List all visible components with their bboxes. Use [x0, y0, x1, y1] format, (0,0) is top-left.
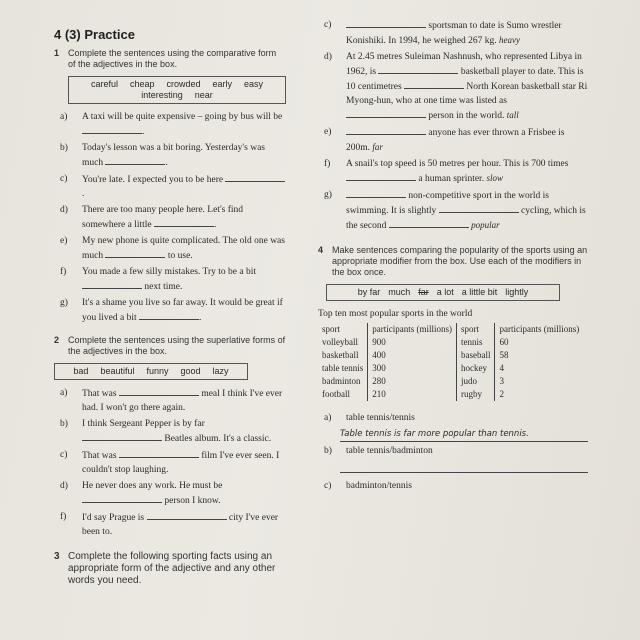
item-text: .	[142, 127, 145, 137]
table-cell: 280	[368, 375, 457, 388]
table-cell: 210	[368, 388, 457, 401]
modifier-word: lightly	[505, 287, 529, 297]
item-text: I think Sergeant Pepper is by far	[82, 419, 205, 429]
box-word: near	[194, 90, 213, 100]
item-letter: e)	[324, 127, 332, 137]
table-cell: rugby	[456, 388, 495, 401]
answer-blank[interactable]	[404, 79, 464, 89]
exercise-item	[54, 234, 286, 263]
answer-blank[interactable]	[346, 188, 406, 198]
answer-blank[interactable]	[139, 310, 199, 320]
item-text: a human sprinter.	[418, 174, 485, 184]
exercise-4-instruction	[318, 245, 588, 278]
item-letter: d)	[60, 205, 68, 215]
exercise-4-answers	[318, 411, 588, 493]
item-text: At 2.45 metres Suleiman Nashnush, who represented Libya in 1962, is	[346, 52, 582, 77]
table-cell: hockey	[456, 362, 495, 375]
exercise-item	[318, 411, 588, 425]
item-letter: a)	[60, 388, 68, 398]
hint-word: heavy	[499, 35, 521, 45]
table-cell: basketball	[318, 349, 368, 362]
item-letter: c)	[60, 450, 68, 460]
item-letter: f)	[60, 267, 67, 277]
item-text: next time.	[144, 282, 183, 292]
box-word: beautiful	[100, 366, 135, 376]
instruction-text: Complete the following sporting facts using an appropriate form of the adjective and any other words you need.	[68, 551, 276, 586]
box-word: careful	[90, 79, 118, 89]
box-word: bad	[73, 366, 89, 376]
answer-blank[interactable]	[119, 386, 199, 396]
modifier-word-crossed: far	[418, 287, 429, 297]
item-letter: b)	[60, 419, 68, 429]
answer-blank[interactable]	[389, 218, 469, 228]
item-text: You're late. I expected you to be here	[82, 175, 224, 185]
exercise-item	[54, 448, 286, 477]
item-text: .	[214, 220, 217, 230]
box-word: crowded	[166, 79, 201, 89]
exercise-item	[318, 188, 588, 233]
exercise-1-instruction	[54, 48, 286, 70]
item-text: You made a few silly mistakes. Try to be a bit	[82, 267, 256, 277]
answer-blank[interactable]	[346, 125, 426, 135]
table-cell: 60	[499, 337, 509, 347]
hint-word: slow	[486, 173, 503, 183]
table-header: participants (millions)	[368, 323, 457, 336]
table-row	[318, 362, 583, 375]
item-letter: b)	[60, 143, 68, 153]
exercise-item	[318, 157, 588, 186]
exercise-1-items	[54, 110, 286, 325]
item-letter: f)	[60, 512, 67, 522]
modifier-word: a lot	[436, 287, 454, 297]
table-row	[318, 349, 583, 362]
exercise-item	[318, 479, 588, 493]
item-letter: a)	[60, 112, 68, 122]
item-text: It's a shame you live so far away. It would be great if you lived a bit	[82, 298, 283, 323]
item-text: North Korean basketball star Ri Myong-hun, who at one time was listed as	[346, 82, 588, 106]
left-column	[54, 28, 286, 587]
item-text: sportsman to date is Sumo wrestler Konishiki. In 1994, he weighed 267 kg.	[346, 21, 562, 46]
exercise-item	[318, 50, 588, 123]
table-cell: volleyball	[318, 336, 368, 349]
item-letter: g)	[60, 298, 68, 308]
item-letter: d)	[60, 481, 68, 491]
hint-word: popular	[471, 220, 500, 230]
table-header: participants (millions)	[499, 324, 580, 334]
table-cell: badminton	[318, 375, 368, 388]
table-row	[318, 388, 583, 401]
exercise-item	[318, 18, 588, 48]
table-title: Top ten most popular sports in the world	[318, 309, 473, 319]
box-word: easy	[244, 79, 264, 89]
item-prompt: table tennis/tennis	[346, 413, 415, 423]
exercise-number: 3	[54, 551, 60, 562]
answer-blank[interactable]	[105, 155, 165, 165]
item-text: film I've ever seen. I couldn't stop laughing.	[82, 451, 280, 475]
table-cell: judo	[456, 375, 495, 388]
answer-blank[interactable]	[82, 124, 142, 134]
item-text: anyone has ever thrown a Frisbee is 200m.	[346, 128, 565, 153]
exercise-item	[54, 141, 286, 170]
answer-blank[interactable]	[147, 510, 227, 520]
table-cell: 400	[368, 349, 457, 362]
item-text: A snail's top speed is 50 metres per hour. This is 700 times	[346, 159, 569, 169]
item-text: cycling, which is the second	[346, 206, 586, 231]
item-text: .	[199, 313, 202, 323]
item-text: Beatles album. It's a classic.	[164, 434, 272, 444]
answer-line[interactable]	[340, 460, 588, 473]
item-text: person I know.	[164, 496, 221, 506]
table-cell: 4	[499, 363, 504, 373]
sports-table	[318, 323, 583, 401]
item-letter: a)	[324, 413, 332, 423]
item-text: .	[165, 158, 168, 168]
item-text: A taxi will be quite expensive – going by bus will be	[82, 112, 283, 122]
item-letter: b)	[324, 446, 332, 456]
table-cell: football	[318, 388, 368, 401]
word-box-2	[54, 363, 248, 380]
table-cell: 2	[499, 389, 504, 399]
exercise-item	[54, 479, 286, 508]
exercise-2-items	[54, 386, 286, 539]
right-column	[318, 18, 588, 495]
exercise-number: 4	[318, 245, 324, 255]
word-box-1	[68, 76, 286, 104]
item-letter: c)	[324, 481, 332, 491]
item-text: to use.	[167, 251, 193, 261]
table-header: sport	[318, 323, 368, 336]
answer-blank[interactable]	[346, 171, 416, 181]
item-letter: c)	[324, 20, 332, 30]
exercise-item	[318, 444, 588, 458]
item-text: person in the world.	[428, 111, 505, 121]
exercise-2-instruction	[54, 335, 286, 357]
table-cell: tennis	[456, 336, 495, 349]
modifier-word: by far	[357, 287, 381, 297]
table-cell: 58	[499, 350, 509, 360]
box-word: lazy	[212, 366, 229, 376]
box-word: good	[180, 366, 201, 376]
item-letter: c)	[60, 174, 68, 184]
table-cell: 900	[368, 336, 457, 349]
exercise-item	[54, 203, 286, 232]
item-text: That was	[82, 389, 117, 399]
item-text: That was	[82, 451, 117, 461]
item-text: .	[82, 189, 85, 199]
instruction-text: Complete the sentences using the comparative form of the adjectives in the box.	[68, 48, 277, 69]
box-word: early	[212, 79, 233, 89]
page-title: 4 (3) Practice	[54, 27, 135, 42]
answer-blank[interactable]	[82, 493, 162, 503]
modifier-box	[326, 284, 560, 301]
exercise-item	[54, 510, 286, 539]
item-text: basketball player to date. This is 10 centimetres	[346, 67, 584, 92]
table-row	[318, 375, 583, 388]
exercise-item	[54, 386, 286, 415]
item-text: There are too many people here. Let's find somewhere a little	[82, 205, 244, 230]
table-header-row	[318, 323, 583, 336]
answer-blank[interactable]	[154, 217, 214, 227]
hint-word: tall	[506, 110, 519, 120]
item-text: Today's lesson was a bit boring. Yesterday's was much	[82, 143, 265, 168]
exercise-3-instruction	[54, 551, 286, 587]
table-row	[318, 336, 583, 349]
exercise-number: 2	[54, 335, 60, 345]
item-text: non-competitive sport in the world is swimming. It is slightly	[346, 191, 550, 216]
answer-blank[interactable]	[439, 203, 519, 213]
item-text: My new phone is quite complicated. The old one was much	[82, 236, 285, 261]
hint-word: far	[372, 142, 383, 152]
box-word: cheap	[129, 79, 155, 89]
table-cell: 300	[368, 362, 457, 375]
item-prompt: badminton/tennis	[346, 481, 412, 491]
instruction-text: Complete the sentences using the superlative forms of the adjectives in the box.	[68, 335, 286, 356]
answer-blank[interactable]	[346, 108, 426, 118]
answer-blank[interactable]	[82, 279, 142, 289]
exercise-number: 1	[54, 48, 60, 58]
answer-blank[interactable]	[119, 448, 199, 458]
item-text: I'd say Prague is	[82, 513, 145, 523]
table-header: sport	[456, 323, 495, 336]
handwritten-answer[interactable]: Table tennis is far more popular than tennis.	[340, 427, 588, 442]
exercise-item	[318, 125, 588, 155]
box-word: funny	[146, 366, 169, 376]
answer-blank[interactable]	[105, 248, 165, 258]
exercise-item	[54, 172, 286, 201]
table-cell: table tennis	[318, 362, 368, 375]
modifier-word: a little bit	[461, 287, 498, 297]
instruction-text: Make sentences comparing the popularity of the sports using an appropriate modifier from the box. Use each of the modifiers in the box once.	[332, 245, 588, 277]
exercise-item	[54, 417, 286, 446]
item-letter: g)	[324, 190, 332, 200]
box-word: interesting	[141, 90, 183, 100]
exercise-item	[54, 110, 286, 139]
item-letter: e)	[60, 236, 68, 246]
answer-blank[interactable]	[378, 64, 458, 74]
item-letter: f)	[324, 159, 331, 169]
item-text: city I've ever been to.	[82, 513, 279, 537]
item-text: He never does any work. He must be	[82, 481, 223, 491]
item-text: meal I think I've ever had. I won't go there again.	[82, 389, 283, 413]
answer-blank[interactable]	[346, 18, 426, 28]
item-letter: d)	[324, 52, 332, 62]
item-prompt: table tennis/badminton	[346, 446, 433, 456]
exercise-item	[54, 265, 286, 294]
answer-blank[interactable]	[225, 172, 285, 182]
table-cell: baseball	[456, 349, 495, 362]
modifier-word: much	[388, 287, 411, 297]
table-cell: 3	[499, 376, 504, 386]
exercise-item	[54, 296, 286, 325]
answer-blank[interactable]	[82, 431, 162, 441]
